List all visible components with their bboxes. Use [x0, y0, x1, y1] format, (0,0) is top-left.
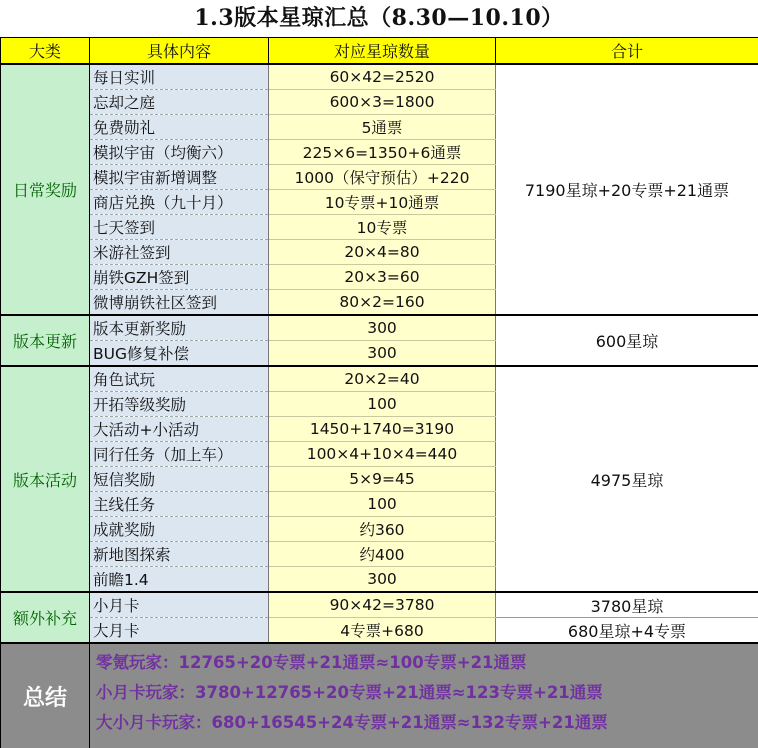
summary-line-both-cards: 大小月卡玩家：680+16545+24专票+21通票≈132专票+21通票 [96, 708, 758, 738]
summary-line-free: 零氪玩家：12765+20专票+21通票≈100专票+21通票 [96, 648, 758, 678]
amount-cell: 90×42=3780 [269, 592, 496, 618]
table-row [1, 618, 758, 644]
header-total: 合计 [496, 38, 758, 65]
amount-cell: 1000（保守预估）+220 [269, 165, 496, 190]
item-cell: 大活动+小活动 [90, 417, 269, 442]
item-cell: 成就奖励 [90, 517, 269, 542]
summary-row [1, 643, 758, 748]
amount-cell: 20×2=40 [269, 366, 496, 392]
amount-cell: 300 [269, 315, 496, 341]
item-cell: 开拓等级奖励 [90, 392, 269, 417]
item-cell: 米游社签到 [90, 240, 269, 265]
amount-cell: 300 [269, 567, 496, 593]
item-cell: 角色试玩 [90, 366, 269, 392]
amount-cell: 100×4+10×4=440 [269, 442, 496, 467]
item-cell: 模拟宇宙（均衡六） [90, 140, 269, 165]
amount-cell: 10专票 [269, 215, 496, 240]
summary-label: 总结 [1, 643, 90, 748]
table-row [1, 366, 758, 392]
item-cell: 短信奖励 [90, 467, 269, 492]
item-cell: 商店兑换（九十月） [90, 190, 269, 215]
amount-cell: 20×3=60 [269, 265, 496, 290]
header-row [1, 38, 758, 65]
amount-cell: 225×6=1350+6通票 [269, 140, 496, 165]
amount-cell: 20×4=80 [269, 240, 496, 265]
item-cell: 每日实训 [90, 64, 269, 90]
amount-cell: 100 [269, 492, 496, 517]
table-row [1, 315, 758, 341]
amount-cell: 5通票 [269, 115, 496, 140]
item-cell: 免费勋礼 [90, 115, 269, 140]
total-cell: 600星琼 [496, 315, 758, 366]
header-content: 具体内容 [90, 38, 269, 65]
item-cell: 忘却之庭 [90, 90, 269, 115]
item-cell: 七天签到 [90, 215, 269, 240]
header-amount: 对应星琼数量 [269, 38, 496, 65]
item-cell: 模拟宇宙新增调整 [90, 165, 269, 190]
total-cell: 680星琼+4专票 [496, 618, 758, 644]
item-cell: 主线任务 [90, 492, 269, 517]
table-row [1, 592, 758, 618]
item-cell: 前瞻1.4 [90, 567, 269, 593]
total-cell: 4975星琼 [496, 366, 758, 592]
amount-cell: 10专票+10通票 [269, 190, 496, 215]
header-category: 大类 [1, 38, 90, 65]
table-row [1, 64, 758, 90]
summary-body [90, 643, 758, 748]
item-cell: 版本更新奖励 [90, 315, 269, 341]
amount-cell: 4专票+680 [269, 618, 496, 644]
summary-line-small-card: 小月卡玩家：3780+12765+20专票+21通票≈123专票+21通票 [96, 678, 758, 708]
amount-cell: 80×2=160 [269, 290, 496, 316]
item-cell: 微博崩铁社区签到 [90, 290, 269, 316]
category-cell: 日常奖励 [1, 64, 90, 315]
item-cell: 小月卡 [90, 592, 269, 618]
amount-cell: 5×9=45 [269, 467, 496, 492]
item-cell: 崩铁GZH签到 [90, 265, 269, 290]
item-cell: 同行任务（加上车） [90, 442, 269, 467]
summary-table [0, 37, 758, 748]
amount-cell: 300 [269, 341, 496, 367]
total-cell: 7190星琼+20专票+21通票 [496, 64, 758, 315]
item-cell: 新地图探索 [90, 542, 269, 567]
amount-cell: 60×42=2520 [269, 64, 496, 90]
category-cell: 版本更新 [1, 315, 90, 366]
category-cell: 版本活动 [1, 366, 90, 592]
amount-cell: 600×3=1800 [269, 90, 496, 115]
item-cell: 大月卡 [90, 618, 269, 644]
amount-cell: 100 [269, 392, 496, 417]
amount-cell: 约400 [269, 542, 496, 567]
item-cell: BUG修复补偿 [90, 341, 269, 367]
category-cell: 额外补充 [1, 592, 90, 643]
total-cell: 3780星琼 [496, 592, 758, 618]
amount-cell: 1450+1740=3190 [269, 417, 496, 442]
page-title: 1.3版本星琼汇总（8.30—10.10） [0, 0, 758, 37]
amount-cell: 约360 [269, 517, 496, 542]
